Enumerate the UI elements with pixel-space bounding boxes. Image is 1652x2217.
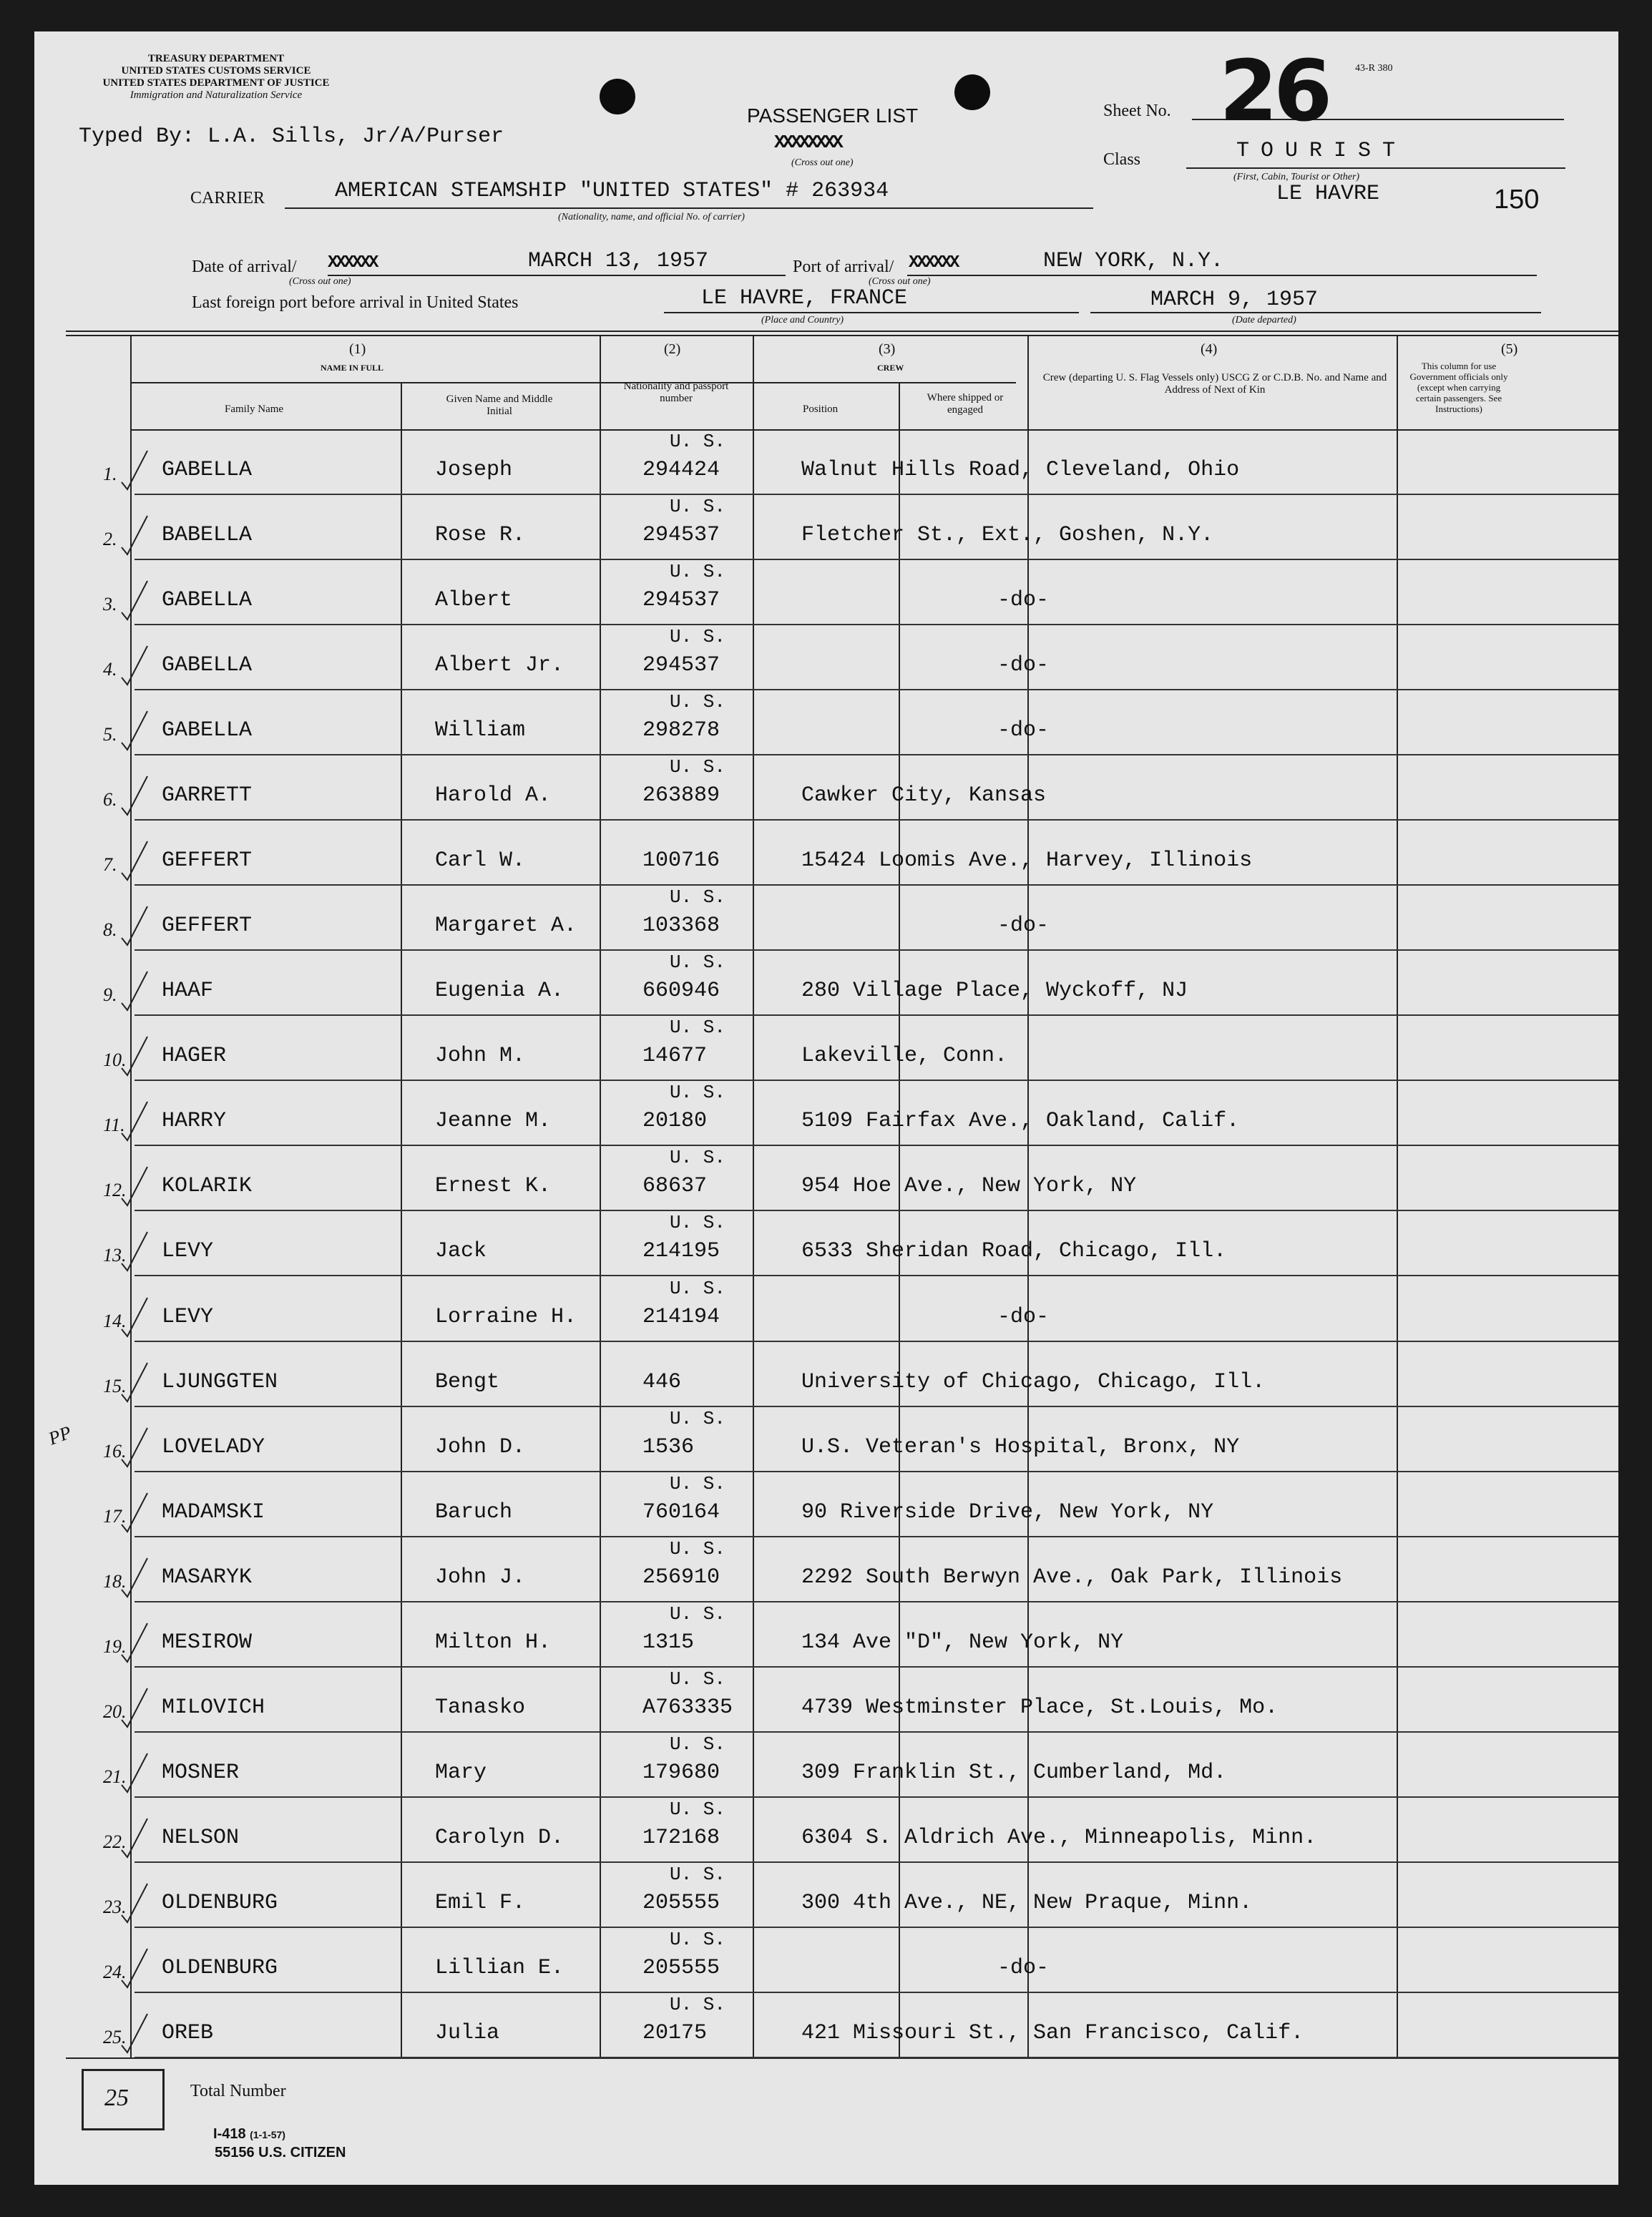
nationality: U. S. bbox=[670, 1017, 726, 1039]
port-struck: XXXXXX bbox=[909, 253, 958, 273]
row-number: 12. bbox=[103, 1180, 127, 1201]
given-name: William bbox=[435, 718, 526, 743]
given-name: Milton H. bbox=[435, 1630, 552, 1655]
given-name: Carl W. bbox=[435, 848, 526, 873]
row-number: 18. bbox=[103, 1570, 127, 1592]
family-name: MOSNER bbox=[162, 1760, 240, 1785]
given-name: Lorraine H. bbox=[435, 1304, 577, 1329]
table-row bbox=[34, 1992, 1618, 2058]
nationality: U. S. bbox=[670, 1863, 726, 1885]
col3-title: CREW bbox=[877, 363, 904, 373]
row-number: 24. bbox=[103, 1961, 127, 1982]
col-crew-departing: Crew (departing U. S. Flag Vessels only) USCG Z or C.D.B. No. and Name and Address of Next of Kin bbox=[1042, 372, 1387, 396]
row-number: 16. bbox=[103, 1440, 127, 1462]
total-value: 25 bbox=[104, 2085, 129, 2111]
address: -do- bbox=[997, 588, 1050, 613]
passport-number: 179680 bbox=[642, 1760, 720, 1785]
table-row bbox=[34, 1602, 1618, 1668]
address: -do- bbox=[997, 718, 1050, 743]
nationality: U. S. bbox=[670, 1082, 726, 1104]
passport-number: 214194 bbox=[642, 1304, 720, 1329]
table-row bbox=[34, 1145, 1618, 1211]
family-name: GABELLA bbox=[162, 588, 253, 613]
table-row bbox=[34, 755, 1618, 821]
port-value: NEW YORK, N.Y. bbox=[1043, 249, 1224, 273]
family-name: GARRETT bbox=[162, 783, 253, 808]
address: 4739 Westminster Place, St.Louis, Mo. bbox=[801, 1695, 1279, 1720]
nationality: U. S. bbox=[670, 756, 726, 778]
family-name: NELSON bbox=[162, 1825, 240, 1850]
nationality: U. S. bbox=[670, 626, 726, 648]
row-number: 25. bbox=[103, 2026, 127, 2047]
family-name: LJUNGGTEN bbox=[162, 1369, 278, 1394]
family-name: MADAMSKI bbox=[162, 1499, 265, 1525]
row-number: 13. bbox=[103, 1245, 127, 1266]
given-name: John M. bbox=[435, 1044, 526, 1069]
check-mark-icon bbox=[106, 1927, 149, 1992]
nationality: U. S. bbox=[670, 1407, 726, 1429]
check-mark-icon bbox=[106, 625, 149, 689]
passport-number: 14677 bbox=[642, 1044, 708, 1069]
col-family-name: Family Name bbox=[225, 403, 284, 415]
check-mark-icon bbox=[106, 1602, 149, 1666]
agency-line: UNITED STATES CUSTOMS SERVICE bbox=[121, 65, 311, 77]
address: 6304 S. Aldrich Ave., Minneapolis, Minn. bbox=[801, 1825, 1317, 1850]
row-number: 1. bbox=[103, 464, 117, 484]
check-mark-icon bbox=[106, 1797, 149, 1861]
check-mark-icon bbox=[106, 820, 149, 884]
col-govt-use: This column for use Government officials only (except when carrying certain passengers. See Instructions) bbox=[1409, 361, 1508, 414]
port-underline bbox=[907, 275, 1537, 276]
passport-number: 205555 bbox=[642, 1890, 720, 1915]
carrier-label: CARRIER bbox=[190, 189, 265, 207]
given-name: Joseph bbox=[435, 458, 513, 482]
form-code: 43-R 380 bbox=[1355, 63, 1393, 74]
nationality: U. S. bbox=[670, 886, 726, 909]
list-title-struck: XXXXXXXX bbox=[774, 132, 841, 153]
port-code: LE HAVRE bbox=[1276, 182, 1380, 206]
nationality: U. S. bbox=[670, 951, 726, 974]
nationality: U. S. bbox=[670, 1277, 726, 1299]
nationality: U. S. bbox=[670, 1993, 726, 2015]
given-name: Emil F. bbox=[435, 1890, 526, 1915]
address: 300 4th Ave., NE, New Praque, Minn. bbox=[801, 1890, 1253, 1915]
passport-number: 103368 bbox=[642, 914, 720, 939]
nationality: U. S. bbox=[670, 1798, 726, 1820]
row-number: 7. bbox=[103, 854, 117, 876]
check-mark-icon bbox=[106, 1992, 149, 2057]
check-mark-icon bbox=[106, 1276, 149, 1341]
family-name: LEVY bbox=[162, 1239, 214, 1264]
row-number: 6. bbox=[103, 789, 117, 811]
last-port-caption: (Place and Country) bbox=[761, 315, 844, 326]
passport-number: 446 bbox=[642, 1369, 682, 1394]
address: 90 Riverside Drive, New York, NY bbox=[801, 1499, 1214, 1525]
given-name: Mary bbox=[435, 1760, 487, 1785]
nationality: U. S. bbox=[670, 561, 726, 583]
family-name: OLDENBURG bbox=[162, 1955, 278, 1980]
given-name: Jeanne M. bbox=[435, 1109, 552, 1134]
table-row bbox=[34, 1732, 1618, 1798]
given-name: Lillian E. bbox=[435, 1955, 564, 1980]
departed-caption: (Date departed) bbox=[1232, 315, 1296, 326]
passport-number: 20175 bbox=[642, 2020, 708, 2045]
check-mark-icon bbox=[106, 1210, 149, 1275]
table-row bbox=[34, 690, 1618, 755]
family-name: KOLARIK bbox=[162, 1174, 253, 1199]
list-title: PASSENGER LIST bbox=[747, 104, 919, 127]
check-mark-icon bbox=[106, 1341, 149, 1406]
row-number: 11. bbox=[103, 1115, 125, 1136]
table-row bbox=[34, 1341, 1618, 1407]
given-name: John J. bbox=[435, 1565, 526, 1590]
check-mark-icon bbox=[106, 1406, 149, 1471]
passport-number: 760164 bbox=[642, 1499, 720, 1525]
table-row bbox=[34, 1667, 1618, 1733]
nationality: U. S. bbox=[670, 1147, 726, 1169]
class-caption: (First, Cabin, Tourist or Other) bbox=[1233, 172, 1360, 182]
date-struck: XXXXXX bbox=[328, 253, 377, 273]
address: 5109 Fairfax Ave., Oakland, Calif. bbox=[801, 1109, 1240, 1134]
address: 280 Village Place, Wyckoff, NJ bbox=[801, 979, 1188, 1004]
row-number: 14. bbox=[103, 1310, 127, 1331]
family-name: GABELLA bbox=[162, 653, 253, 678]
address: Walnut Hills Road, Cleveland, Ohio bbox=[801, 458, 1240, 482]
address: 954 Hoe Ave., New York, NY bbox=[801, 1174, 1137, 1199]
port-label: Port of arrival/ bbox=[793, 258, 894, 276]
passport-number: 205555 bbox=[642, 1955, 720, 1980]
class-label: Class bbox=[1103, 150, 1141, 169]
sheet-number: 26 bbox=[1219, 41, 1329, 140]
family-name: GEFFERT bbox=[162, 848, 253, 873]
footer-code: 55156 U.S. CITIZEN bbox=[215, 2145, 346, 2160]
given-name: Jack bbox=[435, 1239, 487, 1264]
carrier-underline bbox=[285, 207, 1093, 209]
table-row bbox=[34, 1210, 1618, 1276]
date-underline bbox=[328, 275, 786, 276]
family-name: GABELLA bbox=[162, 718, 253, 743]
table-row bbox=[34, 1406, 1618, 1472]
table-row bbox=[34, 429, 1618, 495]
address: Fletcher St., Ext., Goshen, N.Y. bbox=[801, 523, 1214, 548]
passport-number: 100716 bbox=[642, 848, 720, 873]
nationality: U. S. bbox=[670, 1928, 726, 1950]
col1-number: (1) bbox=[349, 341, 366, 357]
given-name: Albert Jr. bbox=[435, 653, 564, 678]
check-mark-icon bbox=[106, 950, 149, 1014]
passport-number: A763335 bbox=[642, 1695, 733, 1720]
address: Cawker City, Kansas bbox=[801, 783, 1047, 808]
passport-number: 68637 bbox=[642, 1174, 708, 1199]
nationality: U. S. bbox=[670, 1668, 726, 1690]
family-name: MASARYK bbox=[162, 1565, 253, 1590]
passport-number: 294537 bbox=[642, 588, 720, 613]
header-sub-rule bbox=[132, 382, 1016, 383]
row-number: 15. bbox=[103, 1375, 127, 1396]
given-name: Carolyn D. bbox=[435, 1825, 564, 1850]
col-nationality: Nationality and passport number bbox=[623, 381, 729, 404]
table-row bbox=[34, 1472, 1618, 1537]
check-mark-icon bbox=[106, 1015, 149, 1080]
page-count: 150 bbox=[1494, 185, 1540, 215]
form-date: (1-1-57) bbox=[250, 2129, 285, 2140]
nationality: U. S. bbox=[670, 1212, 726, 1234]
given-name: John D. bbox=[435, 1434, 526, 1459]
family-name: GABELLA bbox=[162, 458, 253, 482]
check-mark-icon bbox=[106, 1537, 149, 1601]
table-row bbox=[34, 559, 1618, 625]
check-mark-icon bbox=[106, 755, 149, 819]
check-mark-icon bbox=[106, 1145, 149, 1210]
address: -do- bbox=[997, 1304, 1050, 1329]
passport-number: 256910 bbox=[642, 1565, 720, 1590]
table-top-rule-2 bbox=[66, 335, 1618, 336]
col-position: Position bbox=[803, 403, 839, 415]
family-name: OREB bbox=[162, 2020, 214, 2045]
family-name: OLDENBURG bbox=[162, 1890, 278, 1915]
table-row bbox=[34, 1537, 1618, 1602]
total-label: Total Number bbox=[190, 2082, 286, 2100]
table-row bbox=[34, 950, 1618, 1016]
given-name: Harold A. bbox=[435, 783, 552, 808]
table-row bbox=[34, 1015, 1618, 1081]
given-name: Tanasko bbox=[435, 1695, 526, 1720]
row-rule bbox=[135, 2057, 1618, 2058]
class-underline bbox=[1186, 167, 1565, 169]
address: 134 Ave "D", New York, NY bbox=[801, 1630, 1124, 1655]
agency-line: TREASURY DEPARTMENT bbox=[147, 53, 285, 64]
given-name: Bengt bbox=[435, 1369, 500, 1394]
nationality: U. S. bbox=[670, 691, 726, 713]
family-name: LEVY bbox=[162, 1304, 214, 1329]
table-row bbox=[34, 494, 1618, 560]
check-mark-icon bbox=[106, 1472, 149, 1536]
address: University of Chicago, Chicago, Ill. bbox=[801, 1369, 1266, 1394]
passenger-list-page bbox=[34, 31, 1618, 2185]
nationality: U. S. bbox=[670, 1537, 726, 1560]
given-name: Eugenia A. bbox=[435, 979, 564, 1004]
table-top-rule bbox=[66, 331, 1618, 332]
given-name: Margaret A. bbox=[435, 914, 577, 939]
col-given-name: Given Name and Middle Initial bbox=[446, 393, 553, 417]
col3-number: (3) bbox=[879, 341, 896, 357]
family-name: GEFFERT bbox=[162, 914, 253, 939]
table-row bbox=[34, 1862, 1618, 1928]
punch-hole-left bbox=[600, 79, 635, 114]
row-number: 23. bbox=[103, 1896, 127, 1917]
row-number: 20. bbox=[103, 1700, 127, 1722]
port-caption: (Cross out one) bbox=[869, 276, 931, 287]
given-name: Julia bbox=[435, 2020, 500, 2045]
class-value: TOURIST bbox=[1236, 139, 1407, 163]
date-value: MARCH 13, 1957 bbox=[528, 249, 709, 273]
col1-title: NAME IN FULL bbox=[321, 363, 384, 373]
col-shipped: Where shipped or engaged bbox=[927, 392, 1004, 416]
check-mark-icon bbox=[106, 1862, 149, 1927]
given-name: Albert bbox=[435, 588, 513, 613]
row-number: 22. bbox=[103, 1831, 127, 1852]
agency-block bbox=[66, 53, 366, 102]
row-number: 2. bbox=[103, 529, 117, 550]
family-name: HAAF bbox=[162, 979, 214, 1004]
nationality: U. S. bbox=[670, 496, 726, 518]
family-name: HARRY bbox=[162, 1109, 227, 1134]
table-row bbox=[34, 820, 1618, 886]
passport-number: 298278 bbox=[642, 718, 720, 743]
date-caption: (Cross out one) bbox=[289, 276, 351, 287]
row-number: 8. bbox=[103, 919, 117, 941]
table-row bbox=[34, 625, 1618, 690]
punch-hole-right bbox=[954, 74, 990, 110]
table-row bbox=[34, 1797, 1618, 1863]
address: 6533 Sheridan Road, Chicago, Ill. bbox=[801, 1239, 1227, 1264]
check-mark-icon bbox=[106, 429, 149, 494]
departed-value: MARCH 9, 1957 bbox=[1150, 288, 1319, 312]
row-number: 10. bbox=[103, 1049, 127, 1071]
passport-number: 172168 bbox=[642, 1825, 720, 1850]
nationality: U. S. bbox=[670, 1472, 726, 1494]
check-mark-icon bbox=[106, 1080, 149, 1145]
nationality: U. S. bbox=[670, 1602, 726, 1625]
address: Lakeville, Conn. bbox=[801, 1044, 1008, 1069]
address: -do- bbox=[997, 1955, 1050, 1980]
nationality: U. S. bbox=[670, 431, 726, 452]
given-name: Rose R. bbox=[435, 523, 526, 548]
row-number: 5. bbox=[103, 724, 117, 745]
table-row bbox=[34, 1276, 1618, 1342]
passport-number: 1536 bbox=[642, 1434, 695, 1459]
table-row bbox=[34, 1927, 1618, 1993]
typed-by: Typed By: L.A. Sills, Jr/A/Purser bbox=[79, 124, 504, 149]
agency-line: Immigration and Naturalization Service bbox=[129, 89, 303, 101]
passport-number: 294424 bbox=[642, 458, 720, 482]
family-name: MESIROW bbox=[162, 1630, 253, 1655]
check-mark-icon bbox=[106, 494, 149, 559]
col5-number: (5) bbox=[1501, 341, 1518, 357]
passport-number: 294537 bbox=[642, 653, 720, 678]
agency-line: UNITED STATES DEPARTMENT OF JUSTICE bbox=[102, 77, 330, 89]
col2-number: (2) bbox=[664, 341, 681, 357]
address: 309 Franklin St., Cumberland, Md. bbox=[801, 1760, 1227, 1785]
last-port-label: Last foreign port before arrival in United States bbox=[192, 293, 519, 312]
table-row bbox=[34, 1080, 1618, 1146]
carrier-caption: (Nationality, name, and official No. of carrier) bbox=[558, 212, 745, 222]
passport-number: 1315 bbox=[642, 1630, 695, 1655]
cross-out-caption: (Cross out one) bbox=[791, 157, 854, 168]
row-number: 3. bbox=[103, 594, 117, 615]
check-mark-icon bbox=[106, 559, 149, 624]
address: -do- bbox=[997, 914, 1050, 939]
passport-number: 660946 bbox=[642, 979, 720, 1004]
row-number: 19. bbox=[103, 1635, 127, 1657]
check-mark-icon bbox=[106, 885, 149, 949]
family-name: MILOVICH bbox=[162, 1695, 265, 1720]
form-number: I-418 bbox=[213, 2126, 246, 2142]
row-number: 17. bbox=[103, 1505, 127, 1527]
departed-underline bbox=[1090, 312, 1541, 313]
address: 2292 South Berwyn Ave., Oak Park, Illinois bbox=[801, 1565, 1343, 1590]
date-label: Date of arrival/ bbox=[192, 258, 297, 276]
family-name: BABELLA bbox=[162, 523, 253, 548]
passport-number: 20180 bbox=[642, 1109, 708, 1134]
carrier-value: AMERICAN STEAMSHIP "UNITED STATES" # 263934 bbox=[335, 179, 889, 203]
sheet-label: Sheet No. bbox=[1103, 102, 1171, 120]
address: -do- bbox=[997, 653, 1050, 678]
address: U.S. Veteran's Hospital, Bronx, NY bbox=[801, 1434, 1240, 1459]
family-name: HAGER bbox=[162, 1044, 227, 1069]
form-number-block bbox=[213, 2126, 285, 2143]
pp-annotation: PP bbox=[45, 1421, 74, 1449]
nationality: U. S. bbox=[670, 1733, 726, 1755]
check-mark-icon bbox=[106, 1732, 149, 1796]
check-mark-icon bbox=[106, 1667, 149, 1731]
last-port-underline bbox=[664, 312, 1079, 313]
row-number: 4. bbox=[103, 659, 117, 680]
row-number: 21. bbox=[103, 1766, 127, 1787]
passport-number: 263889 bbox=[642, 783, 720, 808]
address: 421 Missouri St., San Francisco, Calif. bbox=[801, 2020, 1304, 2045]
passport-number: 294537 bbox=[642, 523, 720, 548]
last-port-value: LE HAVRE, FRANCE bbox=[701, 286, 908, 310]
check-mark-icon bbox=[106, 690, 149, 754]
row-number: 9. bbox=[103, 984, 117, 1006]
table-row bbox=[34, 885, 1618, 951]
address: 15424 Loomis Ave., Harvey, Illinois bbox=[801, 848, 1253, 873]
family-name: LOVELADY bbox=[162, 1434, 265, 1459]
col4-number: (4) bbox=[1201, 341, 1218, 357]
given-name: Baruch bbox=[435, 1499, 513, 1525]
passport-number: 214195 bbox=[642, 1239, 720, 1264]
given-name: Ernest K. bbox=[435, 1174, 552, 1199]
